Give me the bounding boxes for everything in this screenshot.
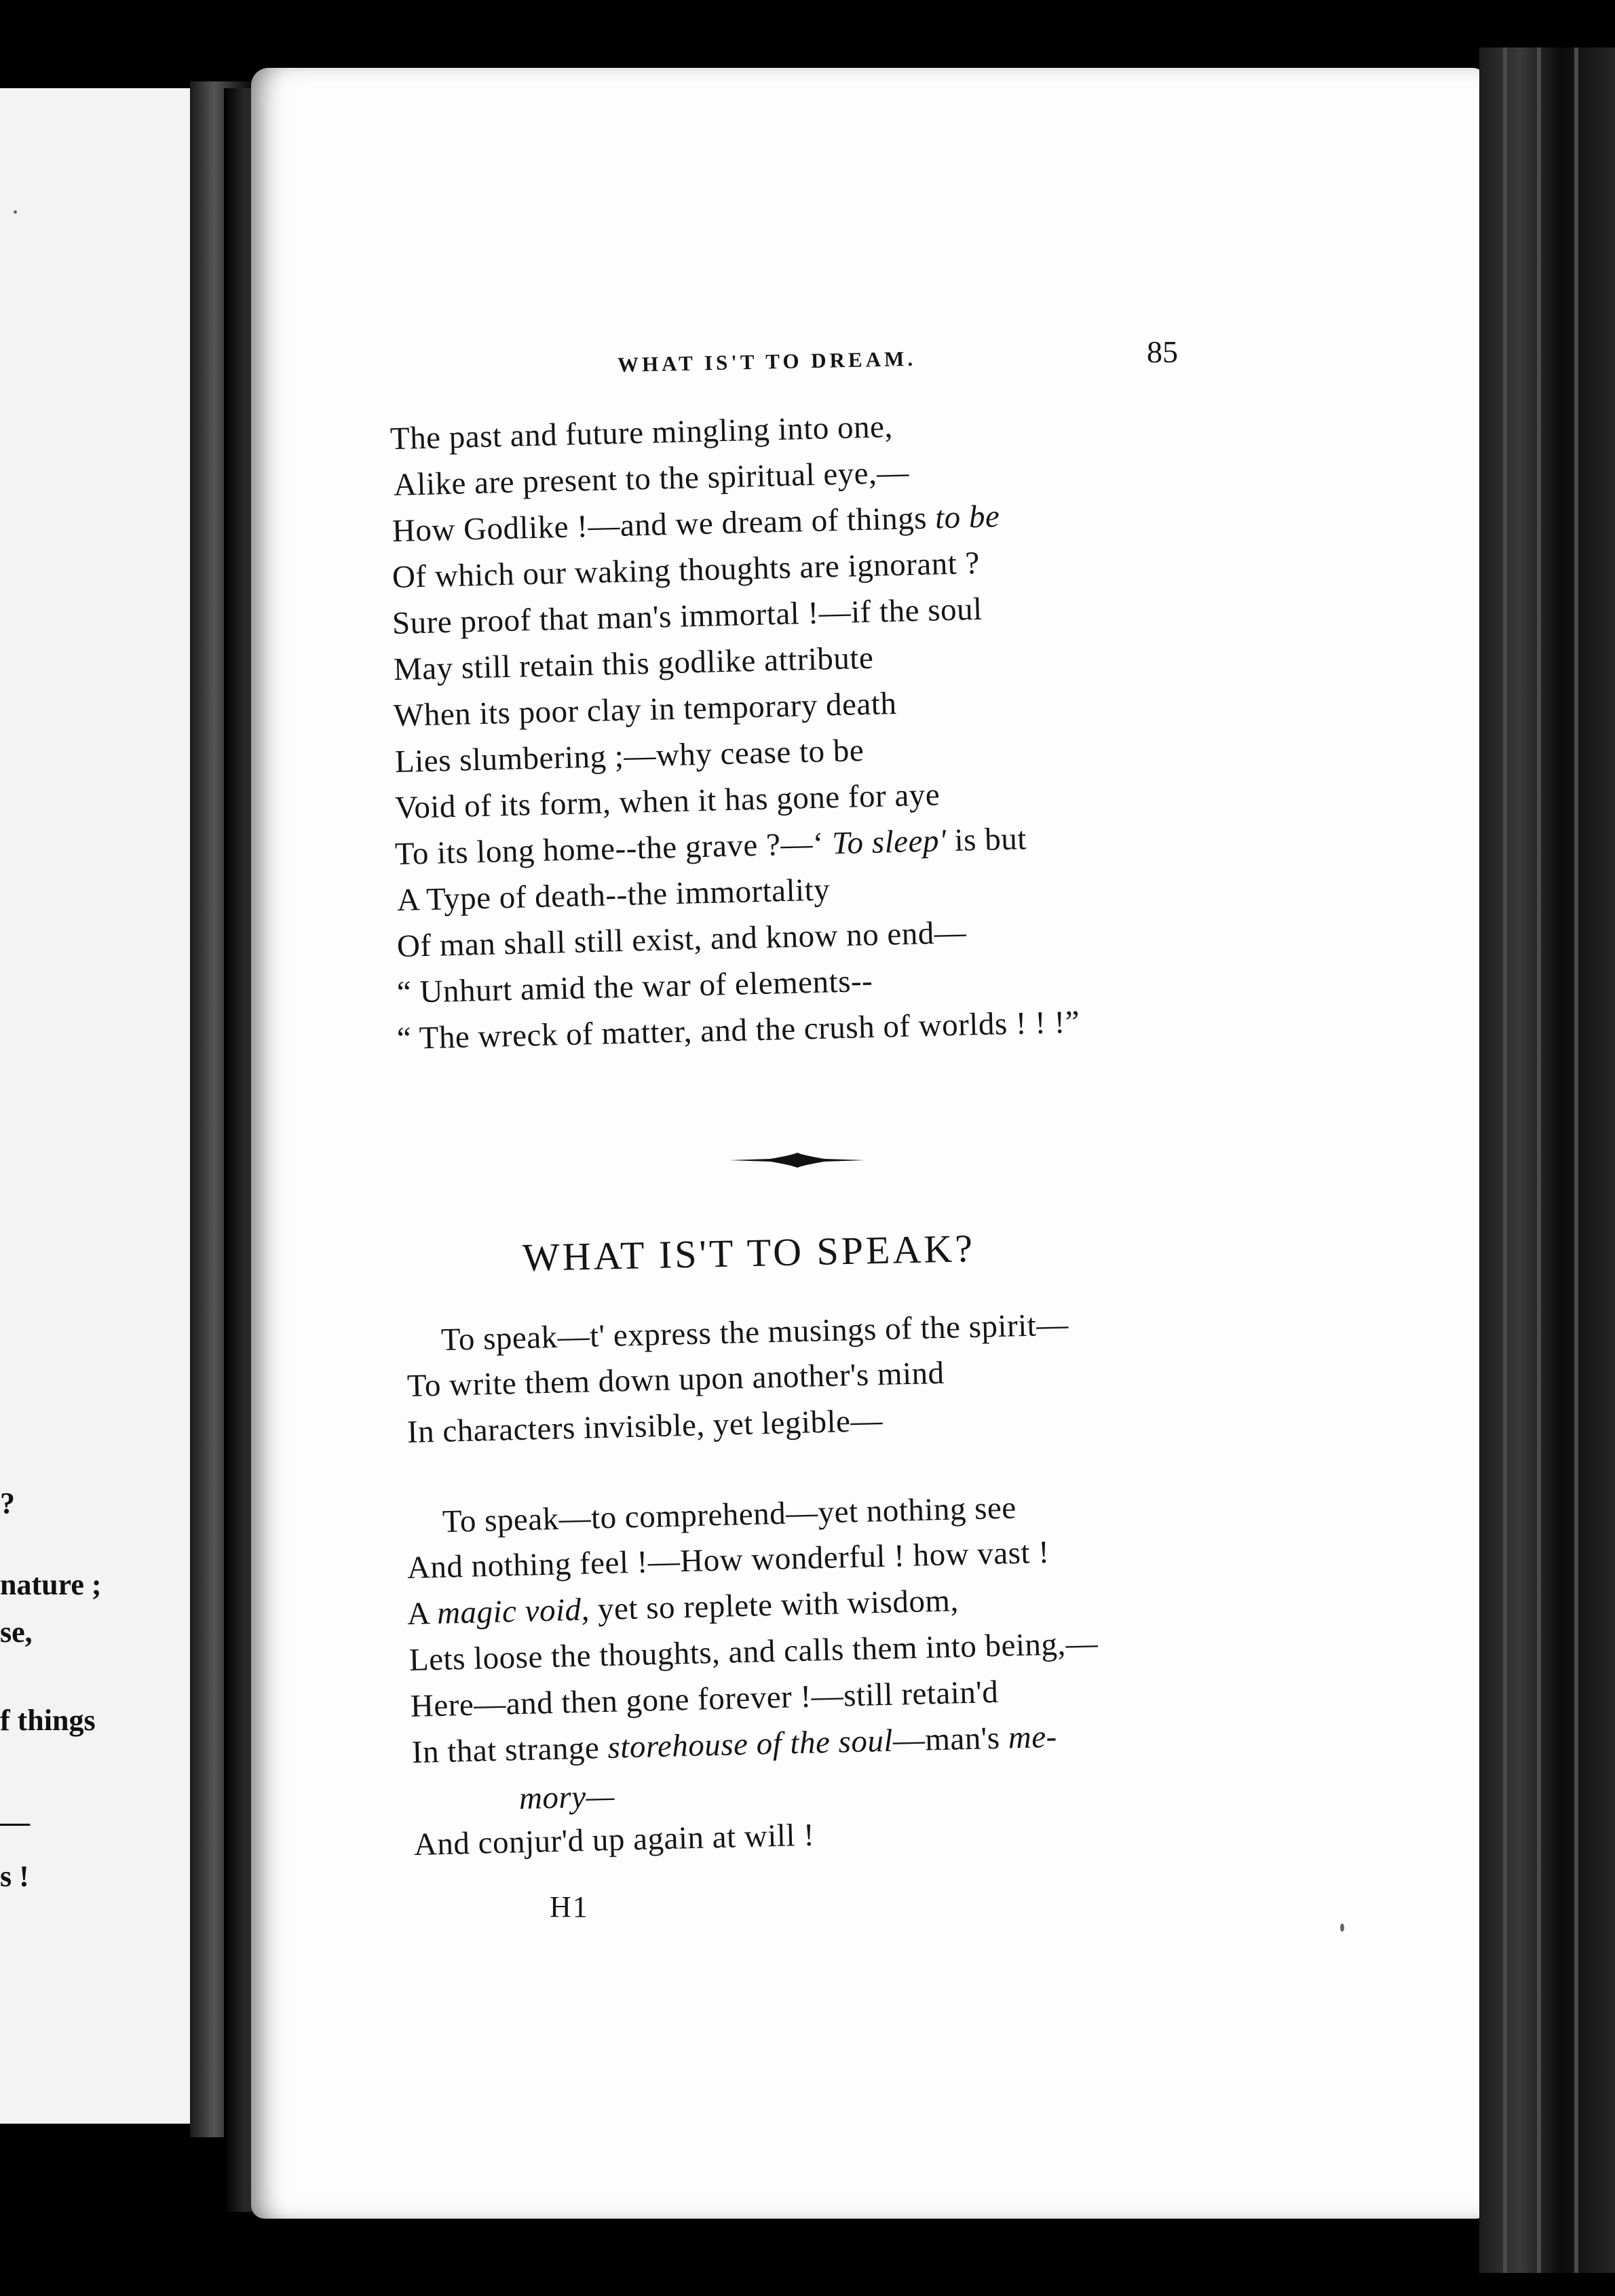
poem-line: And conjur'd up again at will ! bbox=[413, 1817, 815, 1862]
poem-line: How Godlike !—and we dream of things to be bbox=[392, 499, 1000, 549]
page-edges bbox=[1479, 47, 1615, 2273]
poem-line: Lies slumbering ;—why cease to be bbox=[394, 733, 864, 780]
page-edge-line bbox=[1537, 47, 1541, 2273]
poem-line: In characters invisible, yet legible— bbox=[406, 1402, 884, 1450]
left-page-fragment: f things bbox=[0, 1704, 96, 1737]
poem-line: In that strange storehouse of the soul—man's me- bbox=[411, 1719, 1058, 1770]
poem-line: Void of its form, when it has gone for aye bbox=[394, 777, 940, 826]
poem-line: Of man shall still exist, and know no end— bbox=[396, 915, 967, 964]
right-page bbox=[251, 68, 1486, 2219]
page-edge-line bbox=[1503, 47, 1507, 2273]
poem-line: Lets loose the thoughts, and calls them into being,— bbox=[408, 1626, 1099, 1678]
poem-line: Sure proof that man's immortal !—if the soul bbox=[392, 591, 983, 641]
poem-line: To its long home--the grave ?—‘ To sleep' is but bbox=[394, 821, 1027, 872]
left-page-fragment: s ! bbox=[0, 1860, 29, 1893]
ornament-divider bbox=[729, 1150, 865, 1170]
section-title: WHAT IS'T TO SPEAK? bbox=[522, 1226, 976, 1280]
poem-line: “ Unhurt amid the war of elements-- bbox=[396, 963, 873, 1010]
page-number: 85 bbox=[1147, 334, 1178, 369]
poem-line: Here—and then gone forever !—still retain'd bbox=[410, 1674, 999, 1724]
poem-line: To speak—t' express the musings of the spirit— bbox=[440, 1307, 1069, 1358]
running-head: WHAT IS'T TO DREAM. bbox=[617, 346, 917, 377]
poem-line: When its poor clay in temporary death bbox=[393, 685, 897, 733]
page-edge-line bbox=[1574, 47, 1578, 2273]
poem-line: “ The wreck of matter, and the crush of worlds ! ! !” bbox=[396, 1004, 1080, 1056]
poem-line: To speak—to comprehend—yet nothing see bbox=[442, 1490, 1017, 1539]
poem-line: mory— bbox=[518, 1778, 615, 1816]
left-facing-page bbox=[0, 88, 204, 2124]
poem-line: Of which our waking thoughts are ignorant ? bbox=[392, 545, 981, 595]
poem-line: To write them down upon another's mind bbox=[406, 1355, 945, 1404]
left-page-fragment: se, bbox=[0, 1615, 33, 1649]
left-page-fragment: nature ; bbox=[0, 1568, 102, 1601]
poem-line: Alike are present to the spiritual eye,— bbox=[393, 455, 910, 503]
scan-speck bbox=[14, 210, 17, 214]
poem-line: And nothing feel !—How wonderful ! how vast ! bbox=[406, 1534, 1050, 1586]
poem-line: The past and future mingling into one, bbox=[390, 408, 894, 457]
left-page-fragment: ? bbox=[0, 1487, 15, 1520]
poem-line: A magic void, yet so replete with wisdom, bbox=[406, 1583, 960, 1632]
poem-line: May still retain this godlike attribute bbox=[393, 640, 874, 687]
left-page-fragment: — bbox=[0, 1805, 30, 1839]
poem-line: A Type of death--the immortality bbox=[396, 872, 831, 918]
scan-speck bbox=[1340, 1924, 1344, 1932]
signature-mark: H1 bbox=[550, 1890, 589, 1924]
